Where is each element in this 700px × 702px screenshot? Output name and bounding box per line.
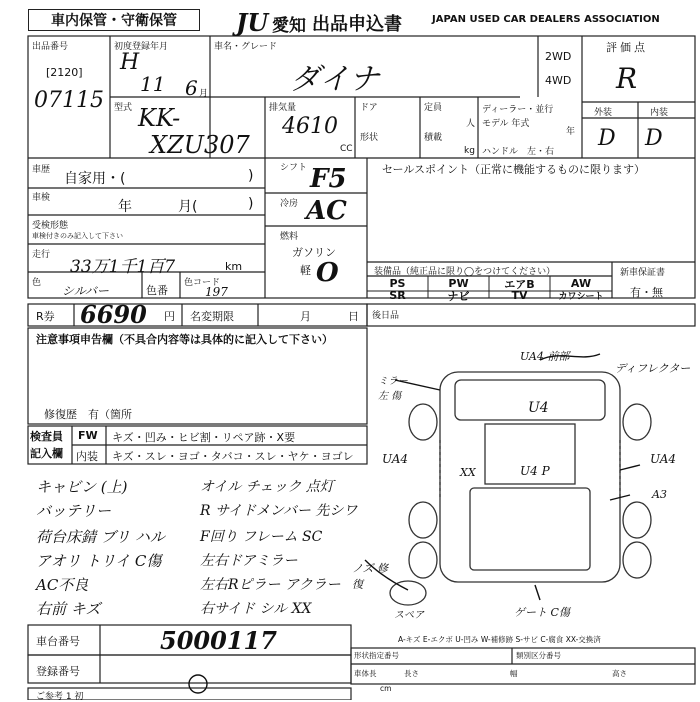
- height-label: 高さ: [612, 669, 627, 678]
- usage-close: ): [248, 168, 254, 184]
- receive-note: 車検付きのみ記入して下さい: [32, 232, 123, 240]
- receive-label: 受検形態: [32, 221, 69, 231]
- registration-month: 6: [185, 76, 198, 100]
- note-line-2: バッテリー: [36, 502, 112, 520]
- exterior-grade: D: [598, 126, 616, 151]
- cm-unit: cm: [380, 684, 392, 693]
- model-year-label: モデル 年式: [482, 119, 530, 129]
- color-label: 色: [32, 278, 42, 288]
- fuel-mark: 軽: [300, 264, 311, 277]
- plate-label: 登録番号: [36, 665, 80, 678]
- diagram-label-right: UA4: [650, 452, 677, 466]
- model-line2: XZU307: [150, 131, 250, 159]
- mileage-value: 33万1千1百7: [70, 257, 176, 277]
- model-line1: KK-: [138, 104, 181, 132]
- repair-history: 修復歴 有（箇所: [44, 408, 132, 421]
- displacement-unit: CC: [340, 144, 353, 154]
- car-name-value: ダイナ: [290, 62, 380, 97]
- shape-label: 形状: [360, 133, 379, 143]
- inspector-fw-text: キズ・凹み・ヒビ割・リペア跡・X要: [112, 431, 296, 444]
- inspector-interior-text: キズ・スレ・ヨゴ・タバコ・スレ・ヤケ・ヨゴレ: [112, 450, 354, 463]
- mileage-label: 走行: [32, 250, 51, 260]
- chassis-number: 5000117: [160, 626, 277, 655]
- color-code-value: 197: [205, 285, 228, 299]
- handle-label: ハンドル 左・右: [482, 147, 555, 157]
- dealer-label: ディーラー・並行: [482, 105, 554, 115]
- transfer-month: 月: [300, 310, 311, 323]
- interior-grade: D: [645, 126, 663, 151]
- equipment-tv: TV: [511, 289, 528, 302]
- diagram-label-left: UA4: [382, 452, 409, 466]
- notice-label: 注意事項申告欄（不具合内容等は具体的に記入して下さい）: [36, 333, 333, 346]
- form-number-label: 形状指定番号: [354, 651, 399, 660]
- color-value: シルバー: [62, 284, 109, 298]
- inspection-label: 車検: [32, 193, 51, 203]
- note-line-1: キャビン (上): [36, 478, 128, 496]
- diagram-label-bed: U4 P: [520, 464, 550, 478]
- mileage-unit: km: [225, 260, 243, 273]
- storage-type: 車内保管・守衛保管: [28, 9, 200, 31]
- seats-label: 定員: [424, 103, 443, 113]
- diagram-label-xx: XX: [460, 466, 476, 479]
- lot-code: [2120]: [46, 66, 83, 79]
- note-right-1: オイル チェック 点灯: [200, 479, 334, 495]
- usage-value: 自家用・(: [64, 171, 126, 187]
- diagram-label-roof: U4: [528, 400, 549, 416]
- ju-logo: JU: [236, 8, 269, 37]
- later-items-label: 後日品: [372, 311, 400, 321]
- shift-label: シフト: [280, 163, 308, 173]
- inspector-label: 検査員 記入欄: [30, 430, 63, 460]
- drive-4wd: 4WD: [545, 74, 572, 87]
- width-label: 幅: [510, 669, 518, 678]
- note-line-3: 荷台床錆 ブリ ハル: [36, 528, 165, 546]
- color-code-label: 色番: [146, 284, 168, 297]
- warranty-value: 有・無: [630, 286, 663, 299]
- note-line-6: 右前 キズ: [36, 600, 101, 618]
- model-year-unit: 年: [566, 127, 576, 137]
- inspection-year: 年: [118, 199, 132, 215]
- inspection-close: ): [248, 196, 254, 212]
- diagram-label-a3: A3: [652, 488, 667, 501]
- exterior-label: 外装: [594, 108, 613, 118]
- body-size-label: 車体長: [354, 669, 377, 678]
- interior-label: 内装: [650, 108, 669, 118]
- ac-value: AC: [306, 196, 347, 226]
- diagram-label-nozzle: ノズ 修復: [352, 562, 389, 591]
- fuel-label: 燃料: [280, 232, 299, 242]
- registration-label: 初度登録年月: [114, 42, 169, 52]
- color-code-field-label: 色コード: [184, 278, 221, 288]
- equipment-ps: PS: [389, 277, 406, 290]
- category-number-label: 類別区分番号: [516, 651, 561, 660]
- month-unit: 月: [199, 89, 209, 99]
- equipment-aw: AW: [570, 277, 592, 290]
- rating-value: R: [616, 62, 638, 95]
- inspection-month: 月(: [178, 199, 198, 215]
- damage-legend: A-キズ E-エクボ U-凹み W-補修跡 S-サビ C-腐食 XX-交換済: [398, 635, 601, 644]
- form-title: 出品申込書: [312, 14, 402, 35]
- diagram-label-deflector: ディフレクター: [615, 362, 691, 375]
- recycle-label: R券: [36, 310, 55, 323]
- fuel-circle: O: [316, 258, 339, 288]
- displacement-label: 排気量: [269, 103, 297, 113]
- org-name-en: JAPAN USED CAR DEALERS ASSOCIATION: [432, 14, 660, 25]
- recycle-unit: 円: [164, 310, 175, 323]
- inspector-fw: FW: [78, 429, 98, 442]
- door-label: ドア: [360, 103, 378, 113]
- transfer-day: 日: [348, 310, 359, 323]
- equipment-sr: SR: [389, 289, 406, 302]
- note-right-2: R サイドメンバー 先シワ: [200, 503, 358, 519]
- recycle-value: 6690: [80, 300, 147, 329]
- org-name-jp: 愛知: [272, 16, 306, 36]
- length-label: 長さ: [404, 669, 419, 678]
- diagram-label-mirror: ミラー 左 傷: [378, 376, 408, 402]
- equipment-pw: PW: [448, 277, 469, 290]
- load-label: 積載: [424, 133, 443, 143]
- equipment-airbag: エアB: [504, 277, 535, 291]
- equipment-label: 装備品（純正品に限り◯をつけてください）: [374, 267, 556, 277]
- load-unit: kg: [464, 146, 475, 156]
- equipment-navi: ナビ: [447, 289, 470, 303]
- lot-label: 出品番号: [32, 42, 69, 52]
- diagram-label-gate: ゲート C傷: [514, 606, 570, 619]
- fuel-value: ガソリン: [292, 246, 336, 259]
- inspector-interior: 内装: [76, 450, 98, 463]
- diagram-label-front: UA4 前部: [520, 350, 570, 363]
- warranty-label: 新車保証書: [620, 268, 666, 278]
- diagram-label-spare: スペア: [394, 610, 424, 621]
- note-right-3: F回り フレーム SC: [200, 529, 323, 545]
- usage-label: 車歴: [32, 165, 51, 175]
- chassis-label: 車台番号: [36, 635, 80, 648]
- seats-unit: 人: [466, 119, 476, 129]
- note-right-5: 左右Rピラー アクラー: [200, 577, 341, 593]
- registration-era: H: [120, 50, 140, 75]
- note-right-4: 左右ドアミラー: [200, 553, 298, 569]
- car-name-label: 車名・グレード: [214, 42, 278, 52]
- note-line-5: AC不良: [36, 576, 89, 594]
- displacement-value: 4610: [282, 114, 338, 139]
- transfer-deadline-label: 名変期限: [190, 310, 234, 323]
- ac-label: 冷房: [280, 199, 299, 209]
- selling-points-label: セールスポイント（正常に機能するものに限ります）: [382, 163, 646, 176]
- lot-number: 07115: [34, 88, 104, 113]
- bottom-row: ご参考 1 初: [36, 692, 84, 702]
- registration-year: 11: [140, 72, 166, 96]
- note-line-4: アオリ トリイ C傷: [36, 552, 162, 570]
- model-label: 型式: [114, 103, 133, 113]
- drive-2wd: 2WD: [545, 50, 572, 63]
- equipment-leather-seat: カワシート: [558, 292, 604, 302]
- rating-label: 評価点: [606, 41, 648, 54]
- note-right-6: 右サイド シル XX: [200, 601, 312, 617]
- shift-value: F5: [310, 164, 347, 194]
